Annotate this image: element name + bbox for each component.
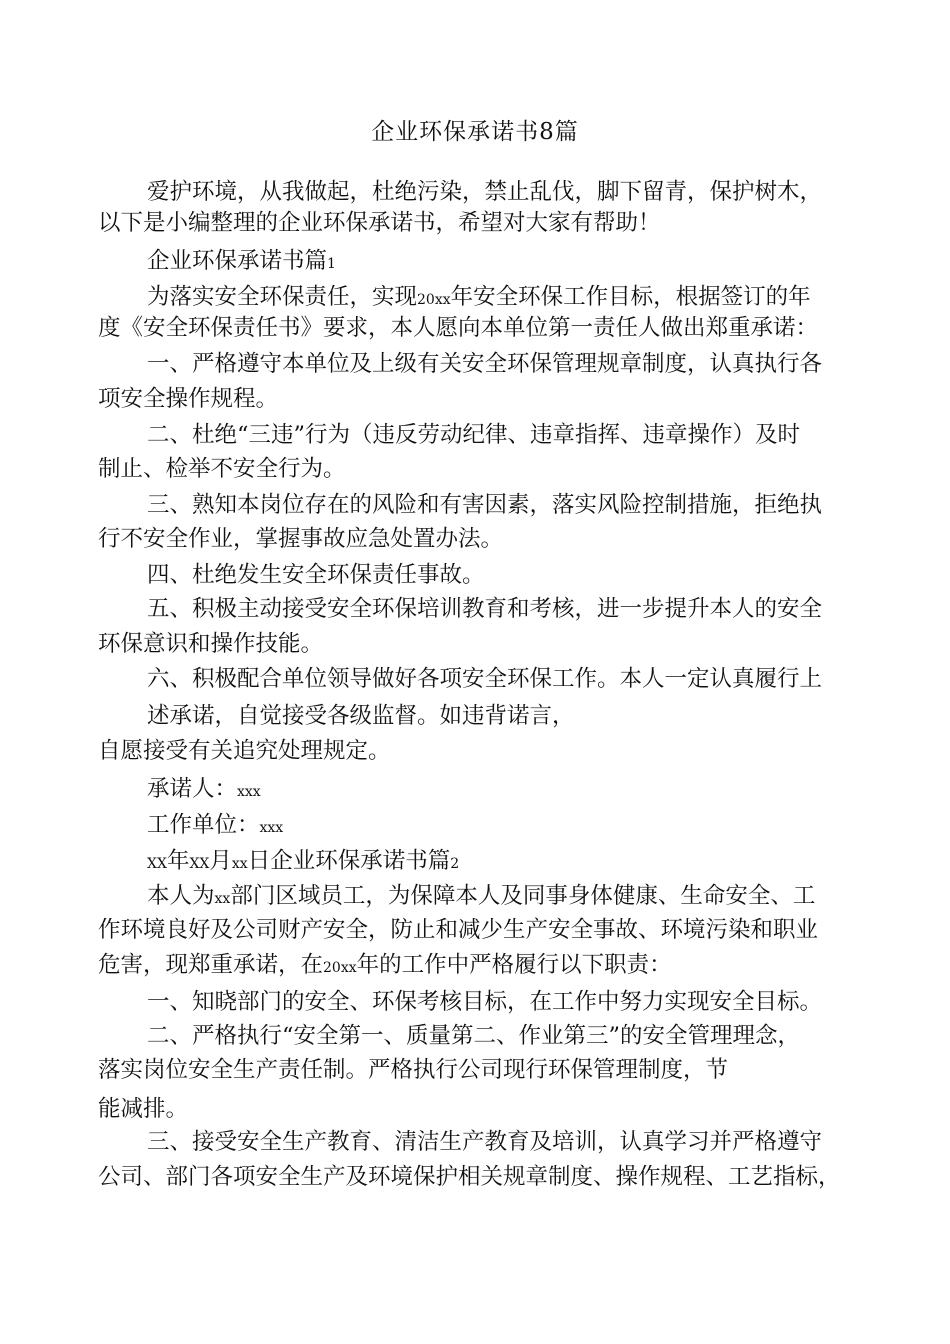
signature-person: 承诺人：xxx — [147, 776, 261, 802]
paragraph-line: 爱护环境，从我做起，杜绝污染，禁止乱伐，脚下留青，保护树木， — [147, 179, 823, 205]
paragraph-line: 环保意识和操作技能。 — [98, 631, 324, 657]
paragraph-line: 危害，现郑重承诺，在20xx年的工作中严格履行以下职责： — [98, 952, 672, 978]
paragraph-line: 述承诺，自觉接受各级监督。如违背诺言， — [147, 703, 575, 729]
paragraph-line: 以下是小编整理的企业环保承诺书，希望对大家有帮助！ — [98, 210, 661, 236]
paragraph-line: 二、杜绝“三违”行为（违反劳动纪律、违章指挥、违章操作）及时 — [147, 422, 801, 448]
date-and-section-heading: XX年XX月xx日企业环保承诺书篇2 — [147, 848, 460, 874]
paragraph-line: 本人为xx部门区域员工，为保障本人及同事身体健康、生命安全、工 — [147, 883, 816, 909]
document-title: 企业环保承诺书8篇 — [371, 119, 579, 145]
paragraph-line: 落实岗位安全生产责任制。严格执行公司现行环保管理制度，节 — [98, 1057, 729, 1083]
signature-unit: 工作单位：xxx — [147, 812, 284, 838]
paragraph-line: 作环境良好及公司财产安全，防止和减少生产安全事故、环境污染和职业 — [98, 917, 819, 943]
paragraph-line: 四、杜绝发生安全环保责任事故。 — [147, 562, 485, 588]
paragraph-line: 五、积极主动接受安全环保培训教育和考核，进一步提升本人的安全 — [147, 596, 823, 622]
paragraph-line: 一、严格遵守本单位及上级有关安全环保管理规章制度，认真执行各 — [147, 351, 823, 377]
paragraph-line: 度《安全环保责任书》要求，本人愿向本单位第一责任人做出郑重承诺： — [98, 315, 819, 341]
paragraph-line: 三、接受安全生产教育、清洁生产教育及培训，认真学习并严格遵守 — [147, 1129, 823, 1155]
paragraph-line: 三、熟知本岗位存在的风险和有害因素，落实风险控制措施，拒绝执 — [147, 492, 823, 518]
paragraph-line: 行不安全作业，掌握事故应急处置办法。 — [98, 526, 504, 552]
paragraph-line: 能减排。 — [98, 1096, 189, 1122]
paragraph-line: 自愿接受有关追究处理规定。 — [98, 738, 391, 764]
paragraph-line: 公司、部门各项安全生产及环境保护相关规章制度、操作规程、工艺指标， — [98, 1164, 841, 1190]
paragraph-line: 项安全操作规程。 — [98, 386, 279, 412]
section-heading: 企业环保承诺书篇1 — [147, 248, 336, 274]
paragraph-line: 为落实安全环保责任，实现20xx年安全环保工作目标，根据签订的年 — [147, 284, 811, 310]
paragraph-line: 二、严格执行“安全第一、质量第二、作业第三”的安全管理理念， — [147, 1023, 801, 1049]
paragraph-line: 六、积极配合单位领导做好各项安全环保工作。本人一定认真履行上 — [147, 666, 823, 692]
paragraph-line: 制止、检举不安全行为。 — [98, 456, 346, 482]
paragraph-line: 一、知晓部门的安全、环保考核目标，在工作中努力实现安全目标。 — [147, 989, 823, 1015]
